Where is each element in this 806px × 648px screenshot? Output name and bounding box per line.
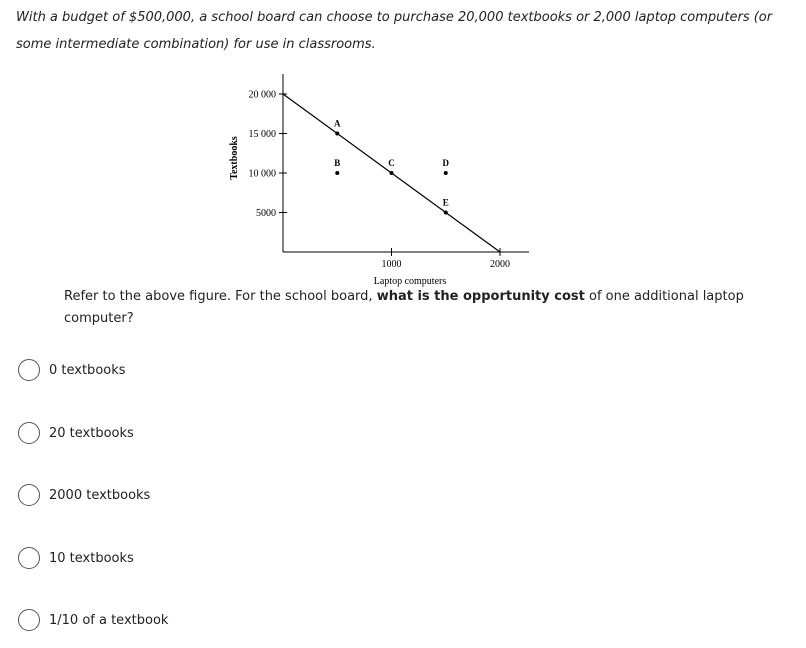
point-e xyxy=(444,211,448,215)
x-tick-label: 2000 xyxy=(490,259,510,270)
answer-option-2000-textbooks[interactable] xyxy=(18,482,150,508)
ppf-chart xyxy=(225,70,545,288)
question-prompt: Refer to the above figure. For the school board, what is the opportunity cost of one additional laptop computer? xyxy=(64,289,744,326)
answer-label: 10 textbooks xyxy=(49,550,134,566)
y-tick-label: 20 000 xyxy=(248,89,276,101)
y-axis-label: Textbooks xyxy=(229,136,240,180)
answer-label: 20 textbooks xyxy=(49,425,134,441)
point-label-a: A xyxy=(334,118,341,129)
point-label-e: E xyxy=(442,197,449,208)
point-a xyxy=(335,132,339,136)
answer-option-tenth-textbook[interactable] xyxy=(18,607,168,633)
radio-button[interactable] xyxy=(18,422,40,444)
radio-button[interactable] xyxy=(18,547,40,569)
y-tick-label: 15 000 xyxy=(248,129,276,140)
point-label-b: B xyxy=(334,158,341,168)
radio-button[interactable] xyxy=(18,484,40,506)
answer-option-10-textbooks[interactable] xyxy=(18,545,134,571)
y-tick-label: 10 000 xyxy=(248,168,276,180)
answer-label: 0 textbooks xyxy=(49,362,126,378)
point-c xyxy=(390,171,394,175)
point-label-d: D xyxy=(442,158,449,168)
question-emphasis: what is the opportunity cost xyxy=(376,289,585,304)
x-tick-label: 1000 xyxy=(381,259,402,270)
answer-label: 2000 textbooks xyxy=(49,487,151,503)
radio-button[interactable] xyxy=(18,359,40,381)
answer-option-0-textbooks[interactable] xyxy=(18,357,126,383)
answer-option-20-textbooks[interactable] xyxy=(18,420,134,446)
answer-label: 1/10 of a textbook xyxy=(49,612,169,628)
y-tick-label: 5000 xyxy=(256,208,276,219)
point-b xyxy=(335,171,339,175)
point-d xyxy=(444,171,448,175)
point-label-c: C xyxy=(388,158,395,168)
question-intro: With a budget of $500,000, a school board can choose to purchase 20,000 textbooks or 2,000 laptop computers (or some intermediate combination) for use in classrooms. xyxy=(16,10,773,52)
x-axis-label: Laptop computers xyxy=(373,276,447,287)
radio-button[interactable] xyxy=(18,609,40,631)
